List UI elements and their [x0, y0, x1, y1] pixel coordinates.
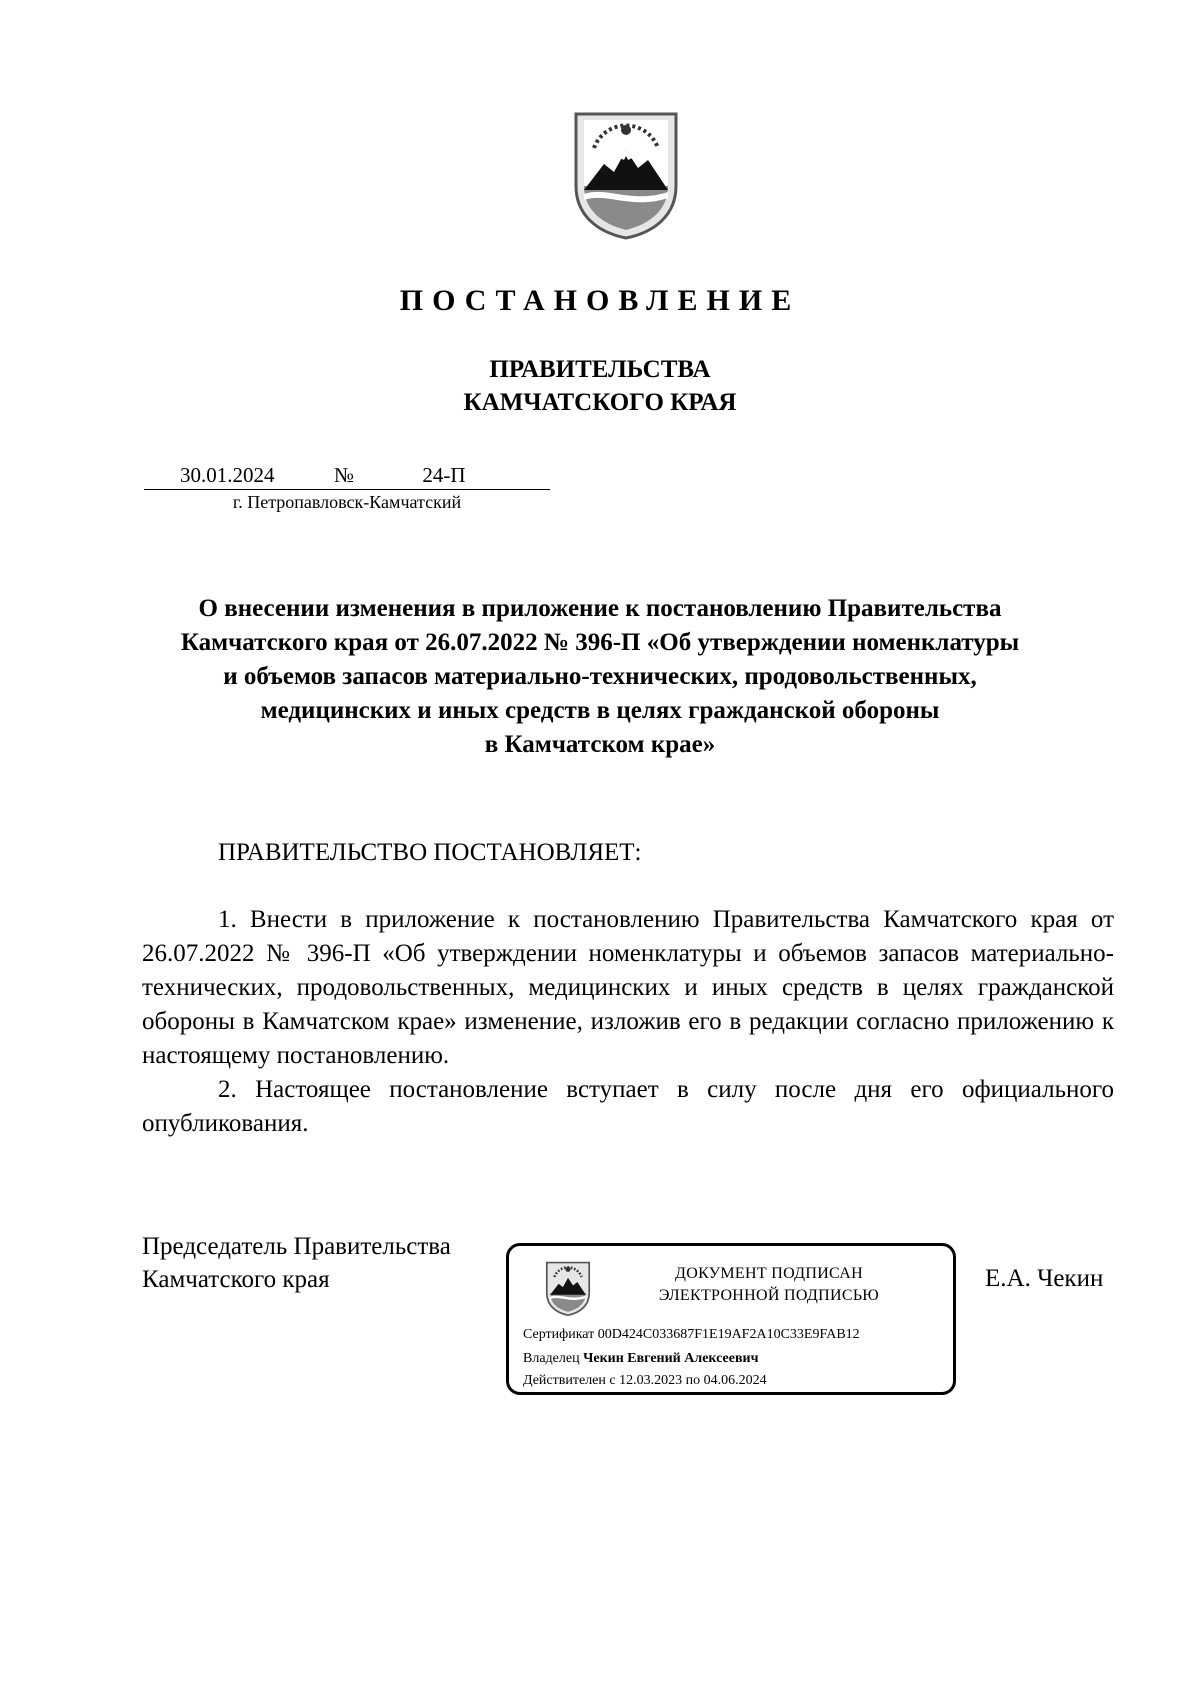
decree-heading: ПРАВИТЕЛЬСТВО ПОСТАНОВЛЯЕТ:: [218, 839, 642, 866]
valid-to: 04.06.2024: [703, 1373, 767, 1388]
kamchatka-coat-of-arms-icon: [572, 108, 680, 240]
certificate-value: 00D424C033687F1E19AF2A10C33E9FAB12: [597, 1327, 860, 1342]
paragraph: 2. Настоящее постановление вступает в силу после дня его официального опубликования.: [142, 1076, 1114, 1137]
owner-label: Владелец: [523, 1351, 580, 1366]
title-line: Камчатского края от 26.07.2022 № 396-П «Об утверждении номенклатуры: [180, 629, 1020, 656]
signer-name: Е.А. Чекин: [985, 1265, 1104, 1292]
owner-value: Чекин Евгений Алексеевич: [583, 1351, 759, 1366]
registration-block: [144, 461, 550, 521]
document-number: 24-П: [422, 463, 466, 487]
issuer-line-2: КАМЧАТСКОГО КРАЯ: [463, 389, 737, 416]
title-line: и объемов запасов материально-технических, продовольственных,: [223, 663, 977, 690]
validity-row: [523, 1372, 767, 1390]
owner-row: [523, 1350, 758, 1368]
issuer-line-1: ПРАВИТЕЛЬСТВА: [489, 356, 711, 383]
valid-from: 12.03.2023: [619, 1373, 683, 1388]
stamp-heading: [609, 1263, 929, 1307]
signer-position: [142, 1230, 451, 1296]
issuer-heading: [0, 353, 1200, 419]
city-label: г. Петропавловск-Камчатский: [232, 492, 462, 512]
signer-position-line-2: Камчатского края: [142, 1266, 330, 1293]
electronic-signature-stamp: [506, 1243, 956, 1395]
document-body: [142, 903, 1114, 1141]
title-line: медицинских и иных средств в целях гражданской обороны: [260, 697, 940, 724]
stamp-heading-line-1: ДОКУМЕНТ ПОДПИСАН: [675, 1265, 863, 1282]
title-line: в Камчатском крае»: [484, 731, 716, 758]
stamp-heading-line-2: ЭЛЕКТРОННОЙ ПОДПИСЬЮ: [658, 1287, 880, 1304]
kamchatka-coat-of-arms-icon: [545, 1260, 591, 1316]
valid-to-label: по: [685, 1373, 701, 1388]
document-type-heading: ПОСТАНОВЛЕНИЕ: [399, 284, 801, 317]
valid-label: Действителен с: [523, 1373, 616, 1388]
number-sign: №: [334, 463, 355, 487]
paragraph: 1. Внести в приложение к постановлению Правительства Камчатского края от 26.07.2022 № 396-П «Об утверждении номенклатуры и объемов запасов материально-технических, продовольственных, медицинских и иных средств в целях гражданской обороны в Камчатском крае» изменение, изложив его в редакции согласно приложению к настоящему постановлению.: [142, 906, 1114, 1069]
title-line: О внесении изменения в приложение к постановлению Правительства: [198, 595, 1002, 622]
certificate-row: [523, 1326, 860, 1344]
document-title: [140, 592, 1060, 762]
certificate-label: Сертификат: [523, 1327, 595, 1342]
registration-underline: [144, 489, 550, 490]
signer-position-line-1: Председатель Правительства: [142, 1233, 451, 1260]
document-date: 30.01.2024: [180, 463, 275, 487]
